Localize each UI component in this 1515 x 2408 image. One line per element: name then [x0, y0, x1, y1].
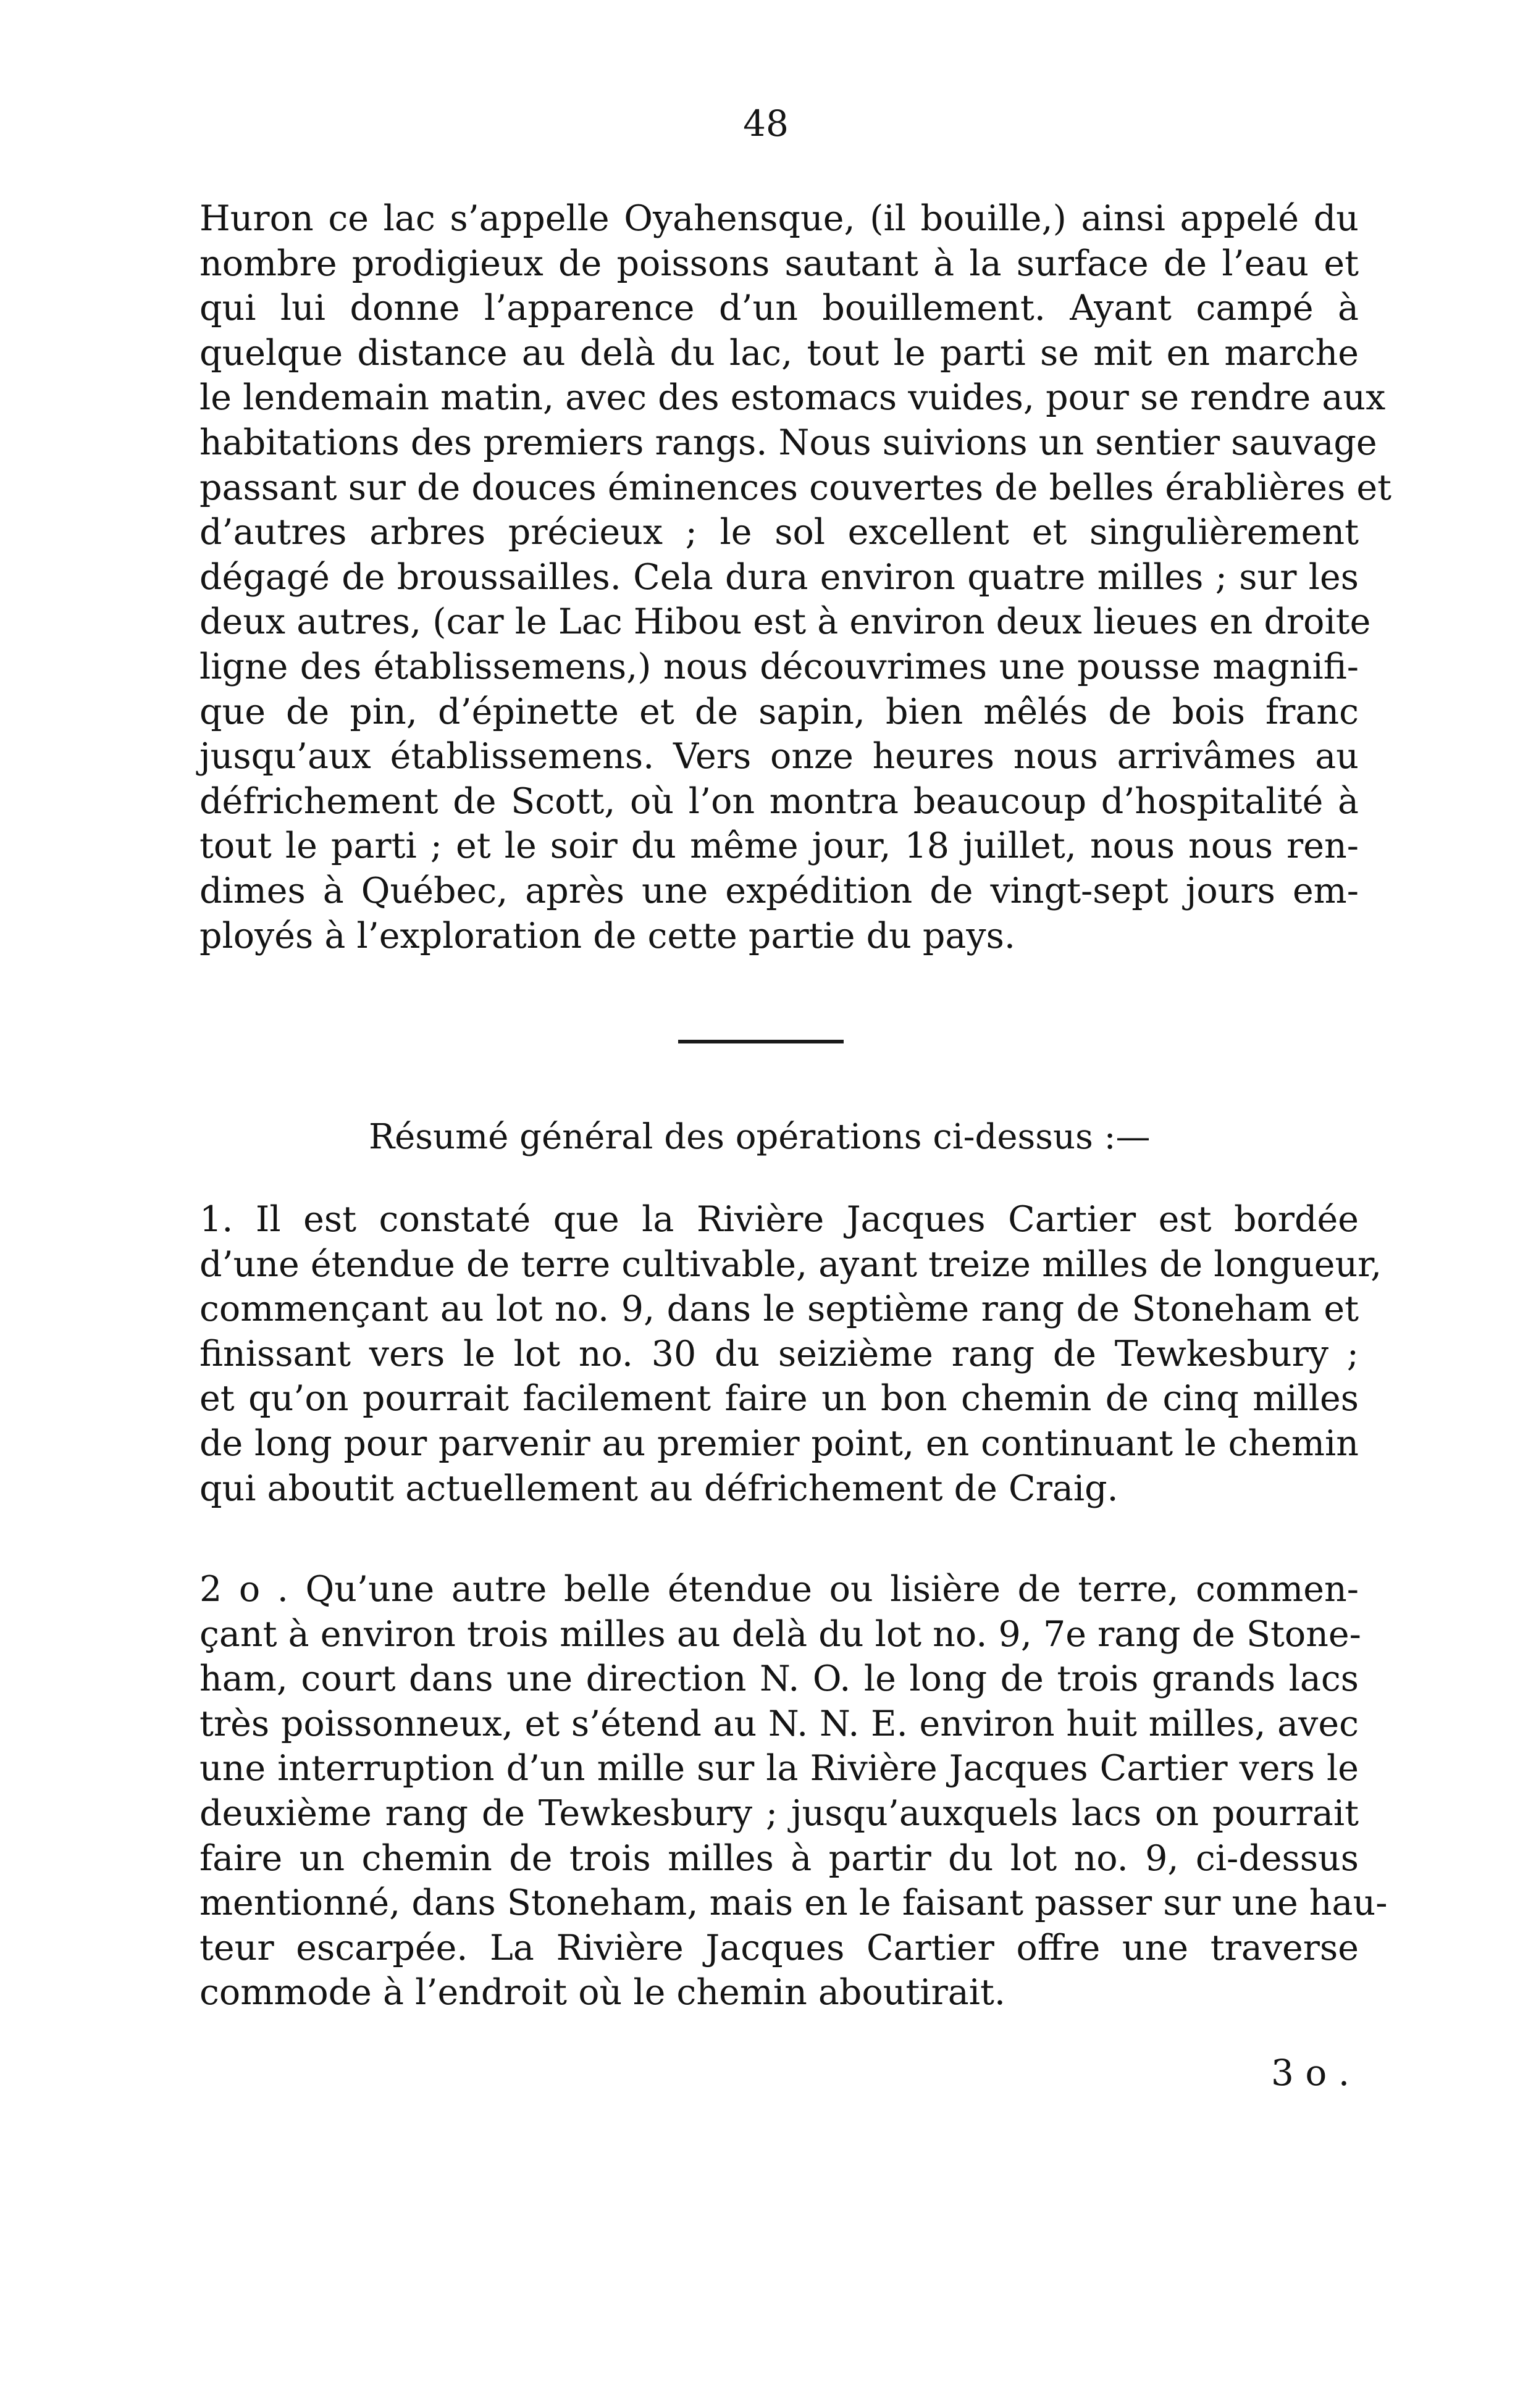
text-line: une interruption d’un mille sur la Rivière Jacques Cartier vers le: [199, 1748, 1359, 1789]
text-line: finissant vers le lot no. 30 du seizième rang de Tewkesbury ;: [199, 1333, 1359, 1374]
text-line: ployés à l’exploration de cette partie du pays.: [199, 915, 1015, 956]
text-line: nombre prodigieux de poissons sautant à la surface de l’eau et: [199, 243, 1359, 284]
text-line: passant sur de douces éminences couvertes de belles érablières et: [199, 467, 1391, 508]
section-heading: Résumé général des opérations ci-dessus :—: [369, 1117, 1151, 1157]
text-line: que de pin, d’épinette et de sapin, bien mêlés de bois franc: [199, 691, 1359, 732]
text-line: qui lui donne l’apparence d’un bouillement. Ayant campé à: [199, 288, 1359, 329]
text-line: d’une étendue de terre cultivable, ayant treize milles de longueur,: [199, 1244, 1382, 1285]
text-line: dégagé de broussailles. Cela dura environ quatre milles ; sur les: [199, 556, 1359, 598]
text-line: le lendemain matin, avec des estomacs vuides, pour se rendre aux: [199, 377, 1386, 419]
paragraph-summary-item-1: [199, 1197, 1382, 1511]
text-line: çant à environ trois milles au delà du lot no. 9, 7e rang de Stone-: [199, 1613, 1361, 1655]
catchword: 3 o .: [1271, 2052, 1350, 2094]
text-line: quelque distance au delà du lac, tout le parti se mit en marche: [199, 332, 1359, 374]
text-line: d’autres arbres précieux ; le sol excellent et singulièrement: [199, 512, 1359, 553]
section-divider-rule: [678, 1040, 844, 1043]
text-line: commençant au lot no. 9, dans le septième rang de Stoneham et: [199, 1289, 1359, 1330]
text-line: ligne des établissemens,) nous découvrimes une pousse magnifi-: [199, 646, 1359, 687]
text-line: dimes à Québec, après une expédition de vingt-sept jours em-: [199, 870, 1359, 911]
text-line: 2 o . Qu’une autre belle étendue ou lisière de terre, commen-: [199, 1569, 1359, 1610]
page-number: 48: [743, 102, 789, 144]
text-line: teur escarpée. La Rivière Jacques Cartier offre une traverse: [199, 1927, 1359, 1968]
text-line: Huron ce lac s’appelle Oyahensque, (il bouille,) ainsi appelé du: [199, 198, 1359, 239]
text-line: deux autres, (car le Lac Hibou est à environ deux lieues en droite: [199, 601, 1371, 643]
text-line: ham, court dans une direction N. O. le long de trois grands lacs: [199, 1658, 1359, 1700]
text-line: de long pour parvenir au premier point, en continuant le chemin: [199, 1423, 1359, 1464]
text-line: mentionné, dans Stoneham, mais en le faisant passer sur une hau-: [199, 1883, 1388, 1924]
paragraph-narrative: [199, 196, 1391, 958]
text-line: faire un chemin de trois milles à partir du lot no. 9, ci-dessus: [199, 1837, 1359, 1879]
text-line: défrichement de Scott, où l’on montra beaucoup d’hospitalité à: [199, 780, 1359, 822]
text-line: deuxième rang de Tewkesbury ; jusqu’auxquels lacs on pourrait: [199, 1792, 1359, 1834]
text-line: habitations des premiers rangs. Nous suivions un sentier sauvage: [199, 422, 1377, 463]
text-line: qui aboutit actuellement au défrichement de Craig.: [199, 1468, 1118, 1509]
text-line: très poissonneux, et s’étend au N. N. E. environ huit milles, avec: [199, 1703, 1359, 1744]
text-line: tout le parti ; et le soir du même jour, 18 juillet, nous nous ren-: [199, 826, 1359, 867]
text-line: jusqu’aux établissemens. Vers onze heures nous arrivâmes au: [199, 736, 1359, 777]
paragraph-summary-item-2: [199, 1567, 1388, 2015]
text-line: 1. Il est constaté que la Rivière Jacques Cartier est bordée: [199, 1199, 1359, 1240]
text-line: et qu’on pourrait facilement faire un bon chemin de cinq milles: [199, 1378, 1359, 1419]
text-line: commode à l’endroit où le chemin aboutirait.: [199, 1972, 1006, 2013]
